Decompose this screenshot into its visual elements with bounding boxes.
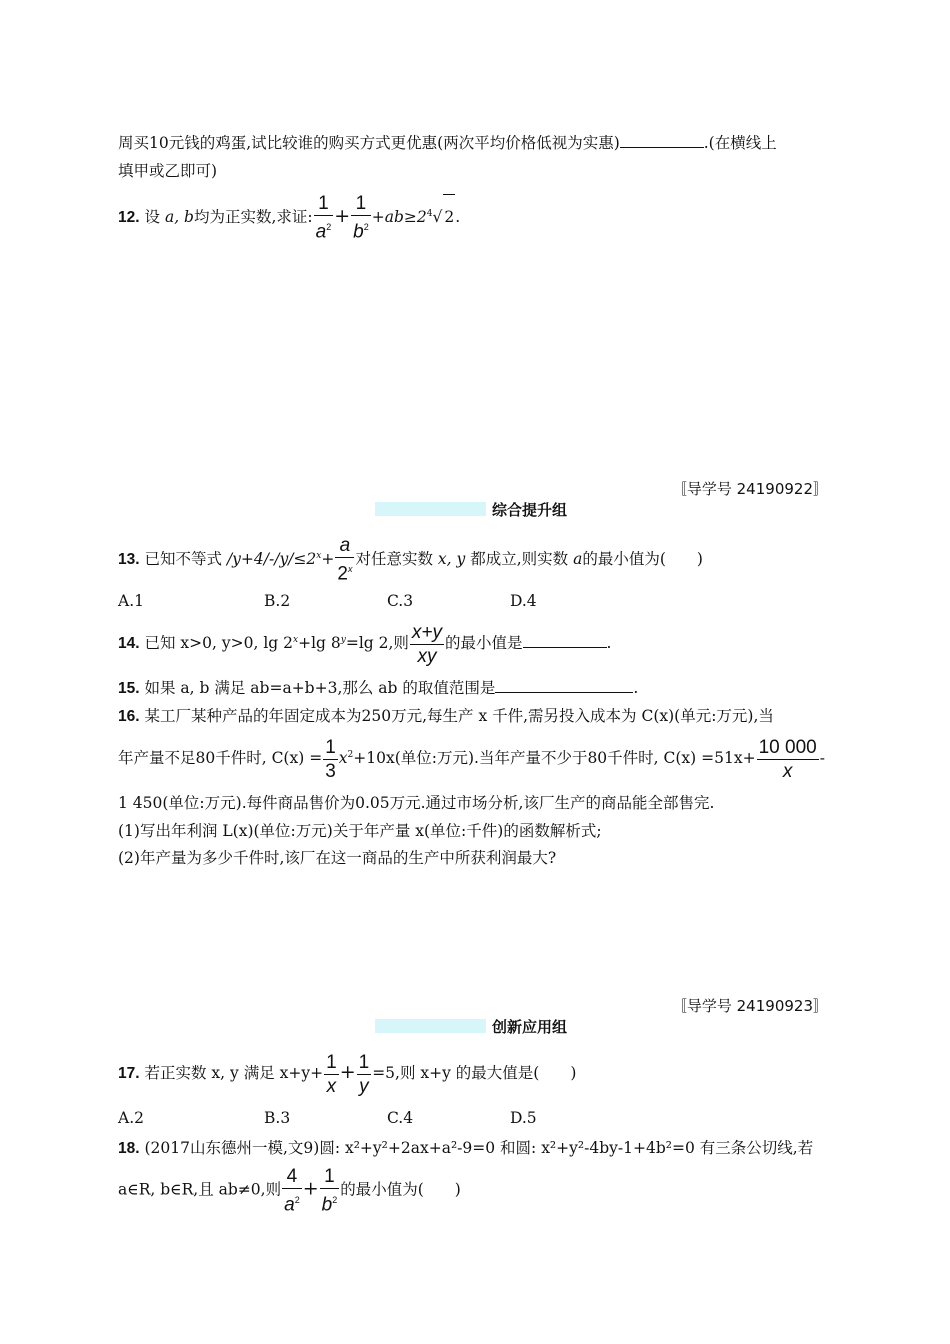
q13-vars: x, y [437,550,466,569]
q11-text: 周买10元钱的鸡蛋,试比较谁的购买方式更优惠(两次平均价格低视为实惠) [118,134,620,152]
q16-part2-text: (2)年产量为多少千件时,该厂在这一商品的生产中所获利润最大? [118,849,557,867]
fraction-xy [410,621,444,668]
plus-sign: + [334,205,351,228]
q13-a: a [573,550,583,569]
option-b[interactable]: B.2 [264,592,291,610]
q18-line2a: a∈R, b∈R,且 ab≠0,则 [118,1180,282,1199]
option-d[interactable]: D.4 [510,592,537,610]
frac-num: 1 [314,192,334,216]
fraction-4-a2 [282,1165,302,1216]
fraction-1-3 [323,736,338,783]
frac-den: y [359,1075,369,1097]
fraction-10000-x [757,736,819,783]
section-header-2 [375,1016,595,1038]
q16-line3 [118,792,714,814]
frac-den: x [326,1075,337,1097]
frac-num: 1 [320,1165,340,1189]
frac-den-var: a [315,221,327,243]
fraction-1-over-b2 [351,192,371,243]
frac-num: 1 [326,1051,337,1073]
frac-den-sup: x [347,564,353,575]
q16-line3-text: 1 450(单位:万元).每件商品售价为0.05万元.通过市场分析,该厂生产的商品能全部售完. [118,794,715,812]
section-bar [375,1019,486,1033]
frac-num: 1 [358,1051,370,1073]
question-12 [118,192,460,244]
frac-den-var: a [284,1194,295,1216]
fraction-1-b2 [320,1165,340,1216]
q13-expr: /y+4/-/y/≤2 [226,550,317,569]
question-number: 12. [118,209,140,227]
frac-den-base: 2 [337,563,348,585]
option-a[interactable]: A.1 [118,592,144,610]
fraction-1-over-a2 [314,192,334,243]
fraction-a-over-2x [335,534,354,585]
plus-sign: + [339,1061,356,1083]
q13-end: 的最小值为( ) [582,550,703,569]
frac-num: 4 [282,1165,302,1189]
q14-text3: =lg 2,则 [345,634,409,653]
frac-den: 3 [325,760,336,782]
option-b[interactable]: B.3 [264,1109,291,1127]
frac-den: xy [417,645,437,667]
question-16 [118,705,774,728]
question-number: 18. [118,1140,140,1157]
fraction-1-y [357,1051,372,1098]
q14-sup2: y [340,635,346,645]
q16-line1: 某工厂某种产品的年固定成本为250万元,每生产 x 千件,需另投入成本为 C(x)(单元:万元),当 [144,707,774,725]
section-title: 综合提升组 [492,501,568,519]
q16-line2: 年产量不足80千件时, C(x) = $\frac{1}{3}$ $x^2+10x$(单位:万元).当年产量不少于80千件时, C(x) =51x+ $\frac{10 000}{x}$ - [118,736,825,782]
frac-den: $b^2$ [353,221,369,243]
q17-pre: 若正实数 x, y 满足 x+y+ [144,1064,324,1082]
q13-mid: 对任意实数 [355,550,433,569]
plus-sign: + [321,550,335,569]
q14-text2: +lg 8 [298,634,341,653]
answer-blank[interactable] [620,131,704,148]
root-index: 4 [426,209,433,219]
q11-text-2: 填甲或乙即可) [118,162,218,180]
frac-den: $a^2$ [284,1194,300,1216]
q16-line2c: +10x(单位:万元).当年产量不少于80千件时, C(x) =51x+ [353,749,756,768]
q15-dot: . [633,679,639,697]
q13-post: 都成立,则实数 [470,550,569,569]
question-13 [118,534,703,586]
q13-sup: x [316,551,322,561]
q12-mid: 均为正实数,求证: [193,208,313,227]
q15-text: 如果 a, b 满足 ab=a+b+3,那么 ab 的取值范围是 [144,679,496,697]
question-17 [118,1050,576,1098]
q16-part1-text: (1)写出年利润 L(x)(单位:万元)关于年产量 x(单位:千件)的函数解析式; [118,822,602,840]
q16-minus: - [819,749,825,768]
q14-dot: . [606,634,612,653]
frac-num: 10 000 [758,736,817,758]
q16-line2a: 年产量不足80千件时, C(x) = [118,749,323,768]
question-number: 15. [118,680,140,697]
frac-den-var: b [321,1194,333,1216]
q16-part1 [118,820,602,842]
answer-blank[interactable] [523,631,607,648]
section-header-1 [375,499,595,521]
q12-pre: 设 [144,208,161,227]
question-number: 13. [118,551,140,569]
q12-end: . [455,208,461,227]
q11-text-end: .(在横线上 [703,134,777,152]
option-c[interactable]: C.3 [387,592,414,610]
q17-post: =5,则 x+y 的最大值是( ) [372,1064,577,1082]
q16-part2 [118,847,556,869]
question-number: 14. [118,635,140,653]
question-number: 17. [118,1065,140,1082]
frac-num: 1 [325,736,336,758]
q11-line1 [118,131,777,154]
fraction-1-x [324,1051,339,1098]
section-title: 创新应用组 [492,1018,568,1036]
q14-sup1: x [293,635,299,645]
q16-x: x [338,749,348,768]
frac-num: a [335,534,354,558]
option-c[interactable]: C.4 [387,1109,414,1127]
answer-blank[interactable] [495,676,633,693]
question-number: 16. [118,708,140,725]
frac-den: $b^2$ [321,1194,338,1216]
q12-vars: a, b [164,208,194,227]
section-bar [375,502,486,516]
q11-line2 [118,160,217,182]
plus-sign: + [302,1177,319,1200]
q14-text: 已知 x>0, y>0, lg 2 [144,634,293,653]
question-18 [118,1137,813,1160]
q18-line2b: 的最小值为( ) [340,1180,461,1199]
ref-number-1: 〚导学号 24190922〛 [671,480,828,498]
q14-end: 的最小值是 [445,634,523,653]
frac-den: x [782,760,793,782]
q12-tail: +ab≥2 [371,208,427,227]
option-d[interactable]: D.5 [510,1109,537,1127]
radicand: 2 [443,194,455,239]
frac-den: $a^2$ [315,221,332,243]
frac-num: x+y [411,621,443,643]
q18-line1: (2017山东德州一模,文9)圆: x²+y²+2ax+a²-9=0 和圆: x²+y²-4by-1+4b²=0 有三条公切线,若 [144,1139,814,1157]
question-14 [118,618,611,668]
frac-den-var: b [353,221,364,243]
frac-num: 1 [351,192,371,216]
question-15 [118,676,638,700]
q18-line2 [118,1165,461,1216]
frac-den [335,558,354,585]
radical-icon: √ [432,208,443,227]
q13-pre: 已知不等式 [144,550,223,569]
ref-number-2: 〚导学号 24190923〛 [671,997,828,1015]
option-a[interactable]: A.2 [118,1109,144,1127]
